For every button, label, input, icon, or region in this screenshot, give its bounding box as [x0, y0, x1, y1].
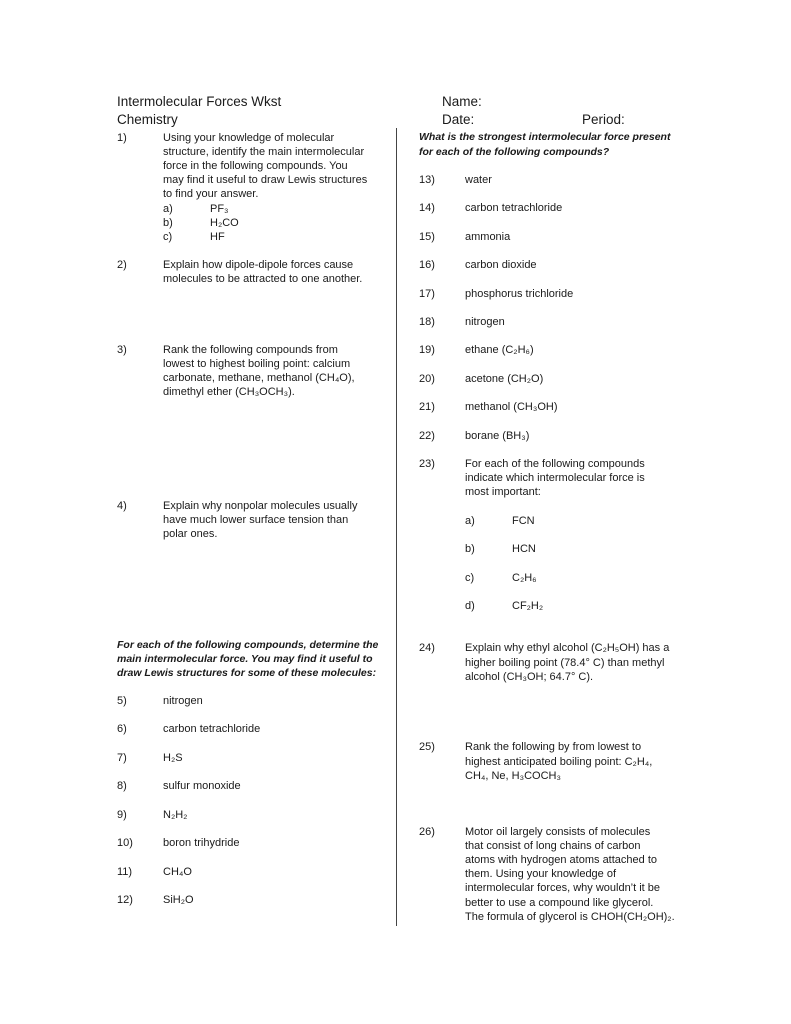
question-text-line: force in the following compounds. You: [163, 160, 348, 172]
item-number: 11): [117, 866, 133, 878]
subject-label: Chemistry: [117, 112, 178, 127]
part-letter: c): [163, 231, 173, 243]
question-text-line: to find your answer.: [163, 188, 259, 200]
item-number: 18): [419, 316, 435, 328]
item-number: 17): [419, 288, 435, 300]
question-text-line: CH₄, Ne, H₃COCH₃: [465, 770, 561, 782]
question-text-line: molecules to be attracted to one another.: [163, 273, 363, 285]
item-number: 21): [419, 401, 435, 413]
question-text-line: have much lower surface tension than: [163, 514, 349, 526]
question-text-line: Explain why ethyl alcohol (C₂H₅OH) has a: [465, 642, 670, 654]
part-letter: d): [465, 600, 475, 612]
question-text-line: The formula of glycerol is CHOH(CH₂OH)₂.: [465, 911, 675, 923]
question-text-line: that consist of long chains of carbon: [465, 840, 641, 852]
question-text-line: Using your knowledge of molecular: [163, 132, 335, 144]
question-number: 26): [419, 826, 435, 838]
question-text-line: lowest to highest boiling point: calcium: [163, 358, 351, 370]
item-number: 5): [117, 695, 127, 707]
question-number: 4): [117, 500, 127, 512]
question-text-line: carbonate, methane, methanol (CH₄O),: [163, 372, 355, 384]
question-text-line: better to use a compound like glycerol.: [465, 897, 654, 909]
question-text-line: structure, identify the main intermolecular: [163, 146, 365, 158]
part-formula: CF₂H₂: [512, 600, 544, 612]
item-number: 8): [117, 780, 127, 792]
part-letter: b): [465, 543, 475, 555]
question-text-line: them. Using your knowledge of: [465, 868, 617, 880]
item-text: phosphorus trichloride: [465, 288, 574, 300]
item-number: 15): [419, 231, 435, 243]
question-text-line: dimethyl ether (CH₃OCH₃).: [163, 386, 295, 398]
item-text: H₂S: [163, 752, 183, 764]
item-text: nitrogen: [465, 316, 505, 328]
item-number: 14): [419, 202, 435, 214]
item-text: ethane (C₂H₆): [465, 344, 534, 356]
column-divider: [396, 128, 397, 926]
question-number: 2): [117, 259, 127, 271]
section-instructions-line: For each of the following compounds, determine the: [117, 639, 379, 651]
question-number: 3): [117, 344, 127, 356]
item-number: 13): [419, 174, 435, 186]
item-text: SiH₂O: [163, 894, 194, 906]
part-letter: a): [465, 515, 475, 527]
part-formula: H₂CO: [210, 217, 239, 229]
item-number: 6): [117, 723, 127, 735]
question-text-line: alcohol (CH₃OH; 64.7° C).: [465, 671, 594, 683]
item-number: 10): [117, 837, 133, 849]
item-number: 16): [419, 259, 435, 271]
question-number: 25): [419, 741, 435, 753]
question-text-line: may find it useful to draw Lewis structures: [163, 174, 368, 186]
section-instructions-line: What is the strongest intermolecular force present: [419, 131, 671, 143]
question-number: 1): [117, 132, 127, 144]
period-label: Period:: [582, 112, 625, 127]
item-number: 12): [117, 894, 133, 906]
item-number: 9): [117, 809, 127, 821]
question-text-line: atoms with hydrogen atoms attached to: [465, 854, 657, 866]
question-text-line: highest anticipated boiling point: C₂H₄,: [465, 756, 653, 768]
question-text-line: Rank the following compounds from: [163, 344, 338, 356]
item-number: 22): [419, 430, 435, 442]
question-text-line: polar ones.: [163, 528, 218, 540]
part-letter: b): [163, 217, 173, 229]
part-formula: HCN: [512, 543, 536, 555]
item-text: water: [465, 174, 492, 186]
item-text: N₂H₂: [163, 809, 188, 821]
question-number: 24): [419, 642, 435, 654]
item-text: carbon tetrachloride: [465, 202, 563, 214]
question-text-line: For each of the following compounds: [465, 458, 645, 470]
item-text: nitrogen: [163, 695, 203, 707]
part-letter: c): [465, 572, 475, 584]
item-text: boron trihydride: [163, 837, 240, 849]
item-number: 19): [419, 344, 435, 356]
section-instructions-line: for each of the following compounds?: [419, 146, 610, 158]
item-text: sulfur monoxide: [163, 780, 241, 792]
part-formula: C₂H₆: [512, 572, 537, 584]
item-number: 7): [117, 752, 127, 764]
item-text: CH₄O: [163, 866, 192, 878]
question-text-line: Explain how dipole-dipole forces cause: [163, 259, 354, 271]
worksheet-title: Intermolecular Forces Wkst: [117, 94, 282, 109]
question-text-line: higher boiling point (78.4° C) than methyl: [465, 657, 665, 669]
part-letter: a): [163, 203, 173, 215]
question-text-line: intermolecular forces, why wouldn’t it be: [465, 882, 661, 894]
item-text: carbon dioxide: [465, 259, 537, 271]
date-label: Date:: [442, 112, 475, 127]
item-number: 20): [419, 373, 435, 385]
section-instructions-line: draw Lewis structures for some of these molecules:: [117, 667, 377, 679]
item-text: methanol (CH₃OH): [465, 401, 558, 413]
question-text-line: Rank the following by from lowest to: [465, 741, 642, 753]
part-formula: FCN: [512, 515, 535, 527]
item-text: acetone (CH₂O): [465, 373, 544, 385]
question-text-line: Explain why nonpolar molecules usually: [163, 500, 358, 512]
section-instructions-line: main intermolecular force. You may find it useful to: [117, 653, 373, 665]
name-label: Name:: [442, 94, 482, 109]
question-text-line: Motor oil largely consists of molecules: [465, 826, 651, 838]
item-text: carbon tetrachloride: [163, 723, 261, 735]
part-formula: HF: [210, 231, 225, 243]
item-text: borane (BH₃): [465, 430, 530, 442]
question-text-line: indicate which intermolecular force is: [465, 472, 645, 484]
question-number: 23): [419, 458, 435, 470]
question-text-line: most important:: [465, 486, 541, 498]
part-formula: PF₃: [210, 203, 229, 215]
item-text: ammonia: [465, 231, 511, 243]
